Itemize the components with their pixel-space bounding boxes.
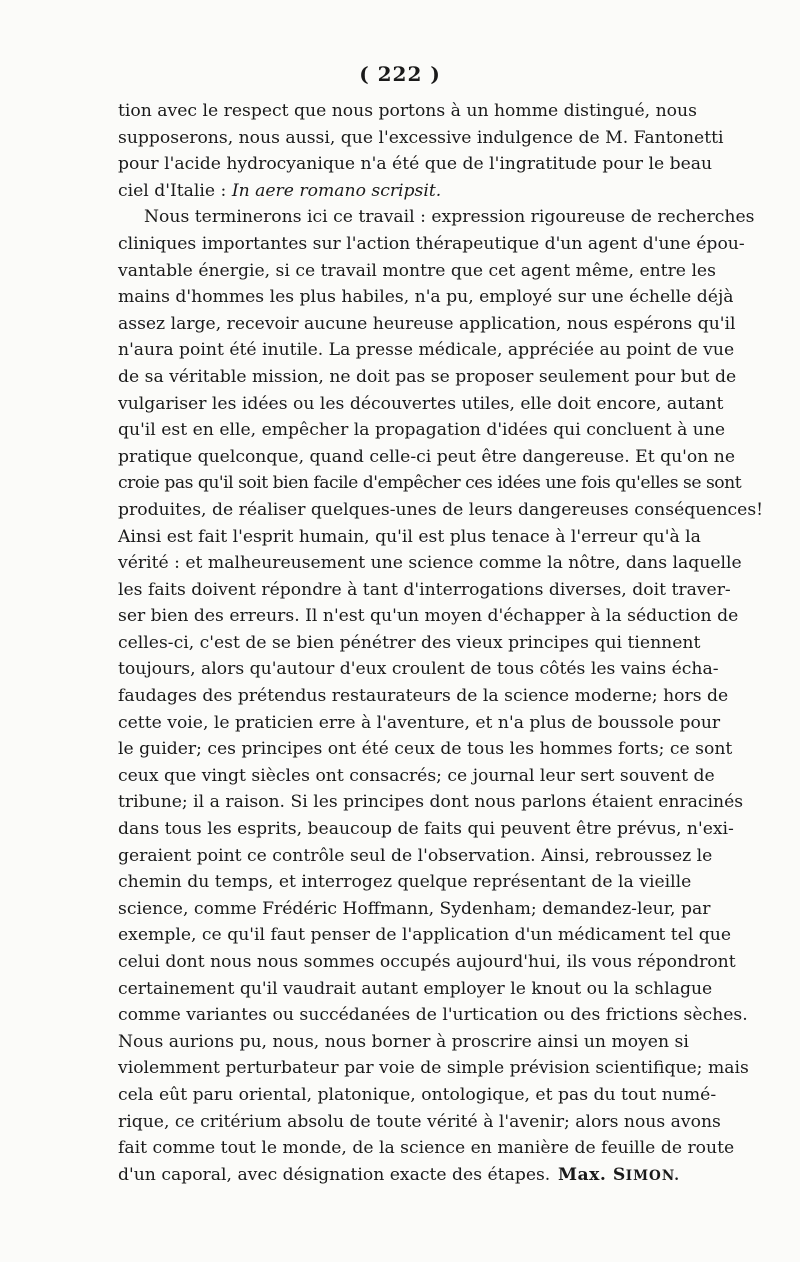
text-line: toujours, alors qu'autour d'eux croulent de tous côtés les vains écha- <box>118 659 719 680</box>
closing-line <box>118 1162 680 1189</box>
author-signature <box>558 1162 680 1189</box>
text-line: tion avec le respect que nous portons à un homme distingué, nous <box>118 101 697 121</box>
text-line: produites, de réaliser quelques-unes de leurs dangereuses conséquences! <box>118 499 764 520</box>
text-line: les faits doivent répondre à tant d'interrogations diverses, doit traver- <box>118 579 731 600</box>
text-line: cliniques importantes sur l'action thérapeutique d'un agent d'une épou- <box>118 233 745 254</box>
signature-rest: IMON. <box>625 1167 680 1184</box>
text-line: comme variantes ou succédanées de l'urtication ou des frictions sèches. <box>118 1005 748 1026</box>
text-line: Nous aurions pu, nous, nous borner à proscrire ainsi un moyen si <box>118 1031 689 1052</box>
closing-text: d'un caporal, avec désignation exacte des étapes. <box>118 1164 551 1185</box>
text-line: assez large, recevoir aucune heureuse application, nous espérons qu'il <box>118 313 736 334</box>
text-line: ceux que vingt siècles ont consacrés; ce journal leur sert souvent de <box>118 765 715 786</box>
text-line: Ainsi est fait l'esprit humain, qu'il est plus tenace à l'erreur qu'à la <box>118 526 701 547</box>
text-line: science, comme Frédéric Hoffmann, Sydenham; demandez-leur, par <box>118 898 711 919</box>
body-text <box>118 98 764 1188</box>
text-line: n'aura point été inutile. La presse médicale, appréciée au point de vue <box>118 340 735 361</box>
text-line: pour l'acide hydrocyanique n'a été que de l'ingratitude pour le beau <box>118 154 713 175</box>
text-line: rique, ce critérium absolu de toute vérité à l'avenir; alors nous avons <box>118 1111 721 1132</box>
text-line: le guider; ces principes ont été ceux de tous les hommes forts; ce sont <box>118 739 733 760</box>
text-line: geraient point ce contrôle seul de l'observation. Ainsi, rebroussez le <box>118 845 713 866</box>
text-line: vantable énergie, si ce travail montre que cet agent même, entre les <box>118 260 716 281</box>
text-line: vérité : et malheureusement une science comme la nôtre, dans laquelle <box>118 553 742 574</box>
latin-quote: In aere romano scripsit. <box>231 180 442 201</box>
text-line-quote <box>118 178 680 205</box>
text-line: celles-ci, c'est de se bien pénétrer des vieux principes qui tiennent <box>118 632 701 653</box>
text-line: cette voie, le praticien erre à l'aventure, et n'a plus de boussole pour <box>118 712 721 733</box>
text-line: violemment perturbateur par voie de simple prévision scientifique; mais <box>118 1058 749 1079</box>
text-line: pratique quelconque, quand celle-ci peut être dangereuse. Et qu'on ne <box>118 446 735 467</box>
text-line: vulgariser les idées ou les découvertes utiles, elle doit encore, autant <box>118 393 724 414</box>
text-line: faudages des prétendus restaurateurs de la science moderne; hors de <box>118 686 729 707</box>
text-line: cela eût paru oriental, platonique, ontologique, et pas du tout numé- <box>118 1084 717 1105</box>
text-line: exemple, ce qu'il faut penser de l'application d'un médicament tel que <box>118 925 732 946</box>
text-line: celui dont nous nous sommes occupés aujourd'hui, ils vous répondront <box>118 952 736 972</box>
text-line: fait comme tout le monde, de la science en manière de feuille de route <box>118 1138 735 1159</box>
quote-prefix: ciel d'Italie : <box>118 180 232 201</box>
text-line: chemin du temps, et interrogez quelque représentant de la vieille <box>118 872 692 893</box>
text-line: certainement qu'il vaudrait autant employer le knout ou la schlague <box>118 978 713 999</box>
signature-first: Max. S <box>558 1164 626 1185</box>
text-line: qu'il est en elle, empêcher la propagation d'idées qui concluent à une <box>118 420 726 441</box>
text-line: dans tous les esprits, beaucoup de faits qui peuvent être prévus, n'exi- <box>118 819 734 840</box>
text-line: supposerons, nous aussi, que l'excessive indulgence de M. Fantonetti <box>118 127 724 148</box>
text-line: croie pas qu'il soit bien facile d'empêcher ces idées une fois qu'elles se sont <box>118 473 742 494</box>
text-line: Nous terminerons ici ce travail : expression rigoureuse de recherches <box>144 207 755 228</box>
page-number: ( 222 ) <box>359 62 441 86</box>
text-line: de sa véritable mission, ne doit pas se proposer seulement pour but de <box>118 366 737 387</box>
text-line: tribune; il a raison. Si les principes dont nous parlons étaient enracinés <box>118 792 744 813</box>
text-line: mains d'hommes les plus habiles, n'a pu, employé sur une échelle déjà <box>118 287 734 308</box>
text-line: ser bien des erreurs. Il n'est qu'un moyen d'échapper à la séduction de <box>118 606 739 627</box>
